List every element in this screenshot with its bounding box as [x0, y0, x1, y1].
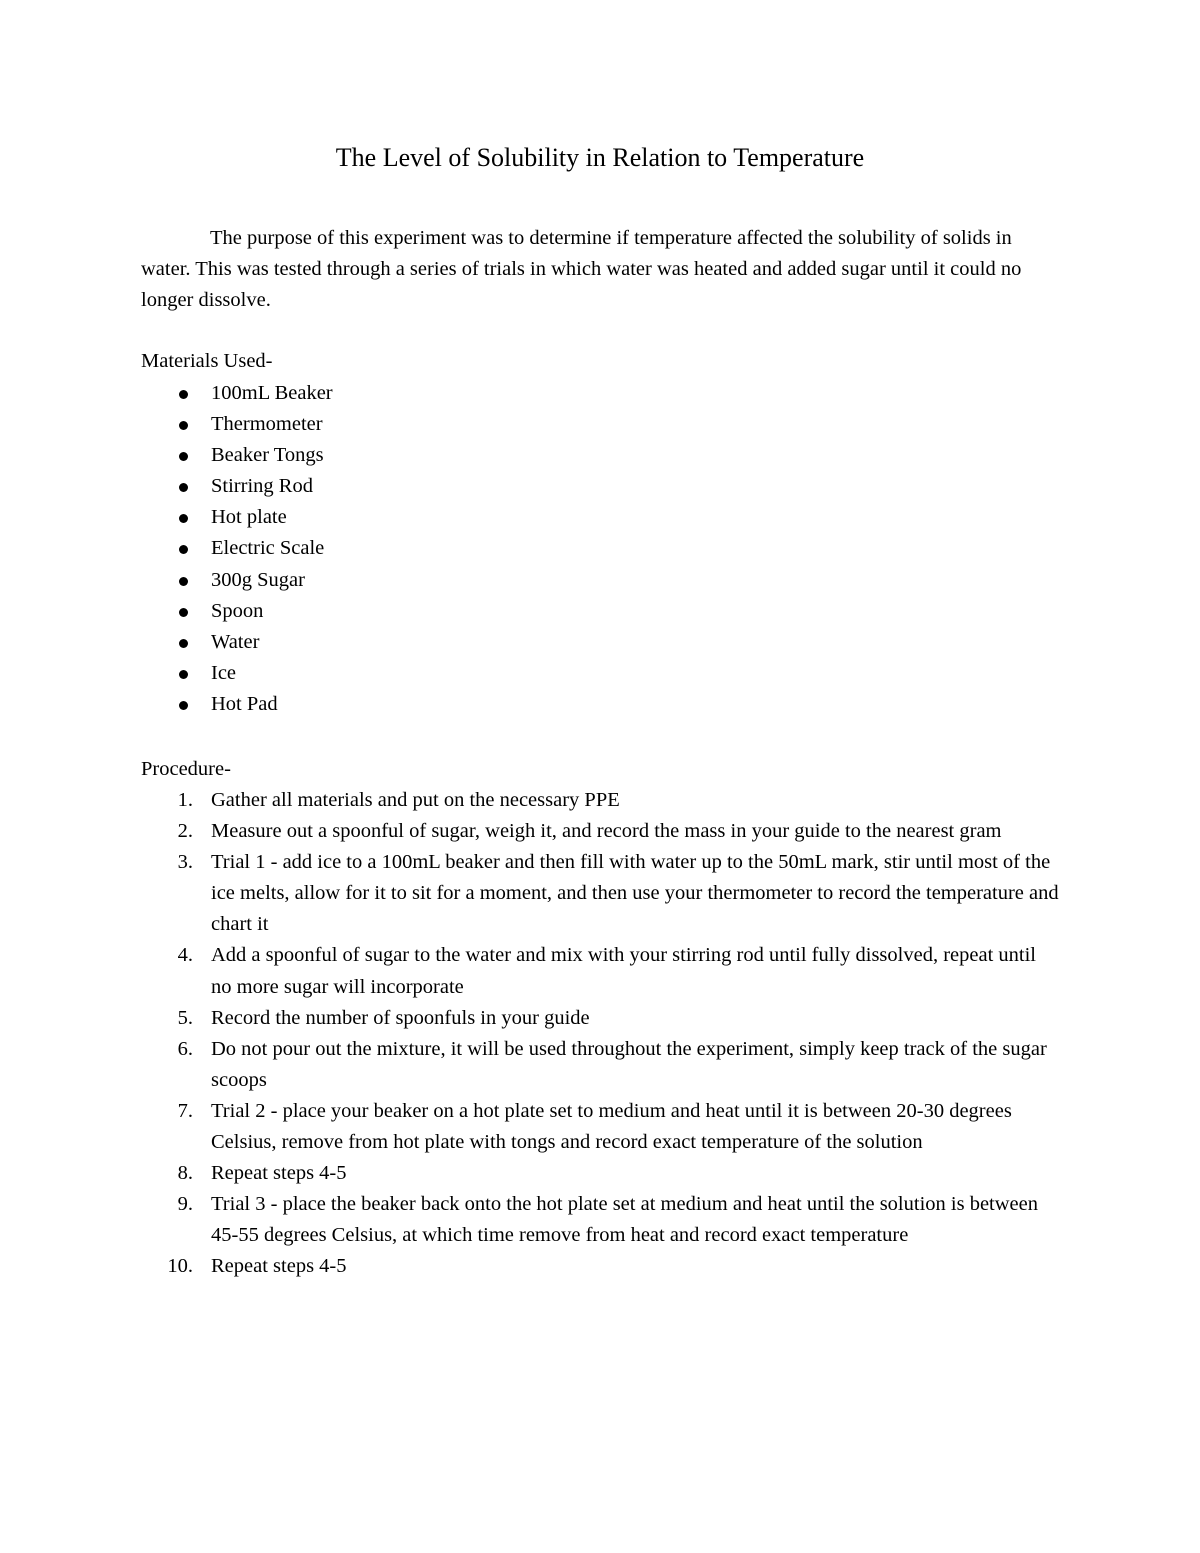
- step-text: Trial 1 - add ice to a 100mL beaker and then fill with water up to the 50mL mark, stir until most of the ice melts, allow for it to sit for a moment, and then use your thermometer to record the temperature and chart it: [211, 851, 1059, 936]
- step-text: Do not pour out the mixture, it will be used throughout the experiment, simply keep track of the sugar scoops: [211, 1037, 1047, 1091]
- step-number: 4.: [177, 944, 193, 967]
- procedure-step: [141, 816, 1061, 847]
- step-text: Trial 3 - place the beaker back onto the hot plate set at medium and heat until the solution is between 45-55 degrees Celsius, at which time remove from heat and record exact temperature: [211, 1193, 1038, 1247]
- bullet-icon: [179, 577, 188, 586]
- materials-heading: Materials Used-: [141, 350, 273, 372]
- step-number: 10.: [167, 1255, 193, 1278]
- step-text: Repeat steps 4-5: [211, 1255, 347, 1278]
- material-label: 100mL Beaker: [211, 382, 333, 404]
- step-number: 5.: [177, 1006, 193, 1029]
- step-text: Repeat steps 4-5: [211, 1162, 347, 1185]
- list-item: [141, 409, 333, 440]
- material-label: Stirring Rod: [211, 475, 313, 498]
- list-item: [141, 502, 333, 533]
- bullet-icon: [179, 670, 188, 679]
- step-text: Measure out a spoonful of sugar, weigh it, and record the mass in your guide to the nearest gram: [211, 820, 1002, 843]
- procedure-step: [141, 1251, 1061, 1282]
- procedure-step: [141, 785, 1061, 816]
- procedure-list: [141, 785, 1061, 1283]
- bullet-icon: [179, 701, 188, 710]
- step-number: 2.: [177, 820, 193, 843]
- step-number: 3.: [177, 851, 193, 874]
- bullet-icon: [179, 514, 188, 523]
- procedure-step: [141, 1034, 1061, 1096]
- materials-list: [141, 378, 333, 720]
- bullet-icon: [179, 421, 188, 430]
- list-item: [141, 627, 333, 658]
- list-item: [141, 689, 333, 720]
- material-label: Hot plate: [211, 506, 287, 529]
- step-number: 1.: [177, 789, 193, 811]
- material-label: 300g Sugar: [211, 568, 305, 591]
- bullet-icon: [179, 545, 188, 554]
- material-label: Spoon: [211, 599, 264, 622]
- procedure-step: [141, 1158, 1061, 1189]
- list-item: [141, 565, 333, 596]
- bullet-icon: [179, 452, 188, 461]
- procedure-heading: Procedure-: [141, 758, 231, 780]
- list-item: [141, 440, 333, 471]
- material-label: Water: [211, 630, 260, 653]
- step-number: 6.: [177, 1037, 193, 1060]
- step-number: 7.: [177, 1099, 193, 1122]
- step-number: 9.: [177, 1193, 193, 1216]
- step-text: Record the number of spoonfuls in your guide: [211, 1006, 590, 1029]
- document-title: The Level of Solubility in Relation to Temperature: [335, 143, 865, 172]
- step-text: Trial 2 - place your beaker on a hot plate set to medium and heat until it is between 20-30 degrees Celsius, remove from hot plate with tongs and record exact temperature of the solution: [211, 1099, 1012, 1154]
- bullet-icon: [179, 639, 188, 648]
- step-number: 8.: [177, 1162, 193, 1185]
- bullet-icon: [179, 608, 188, 617]
- list-item: [141, 533, 333, 564]
- procedure-step: [141, 1003, 1061, 1034]
- material-label: Electric Scale: [211, 537, 325, 560]
- list-item: [141, 658, 333, 689]
- procedure-step: [141, 847, 1061, 940]
- step-text: Gather all materials and put on the necessary PPE: [211, 789, 620, 811]
- step-text: Add a spoonful of sugar to the water and mix with your stirring rod until fully dissolved, repeat until no more sugar will incorporate: [211, 944, 1036, 998]
- material-label: Beaker Tongs: [211, 444, 324, 467]
- list-item: [141, 378, 333, 409]
- material-label: Hot Pad: [211, 692, 278, 715]
- procedure-step: [141, 1189, 1061, 1251]
- material-label: Ice: [211, 661, 237, 684]
- list-item: [141, 471, 333, 502]
- procedure-step: [141, 940, 1061, 1002]
- bullet-icon: [179, 390, 188, 399]
- list-item: [141, 596, 333, 627]
- material-label: Thermometer: [211, 413, 323, 436]
- intro-paragraph: The purpose of this experiment was to determine if temperature affected the solubility of solids in water. This was tested through a series of trials in which water was heated and added sugar until it could no longer dissolve.: [141, 227, 1022, 312]
- bullet-icon: [179, 483, 188, 492]
- procedure-step: [141, 1096, 1061, 1158]
